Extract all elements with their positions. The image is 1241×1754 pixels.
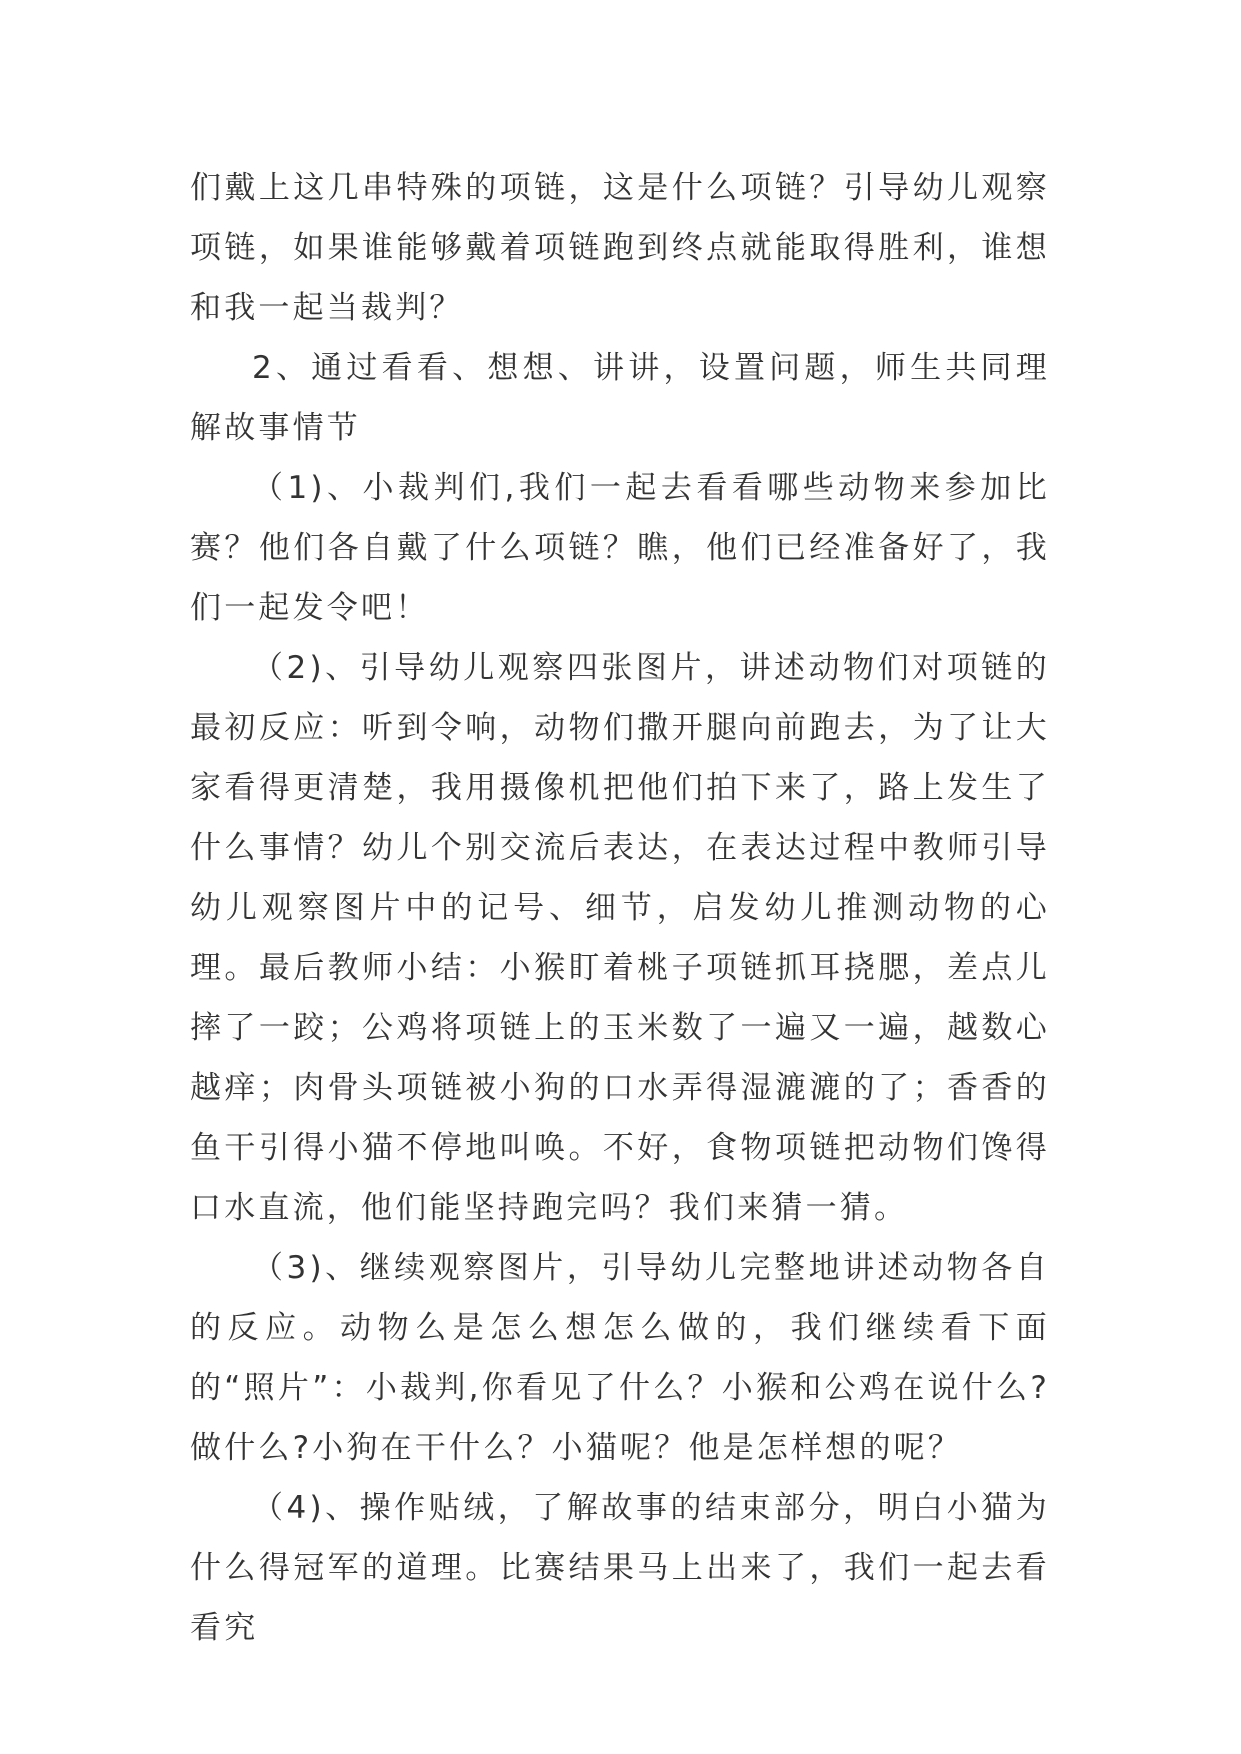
paragraph-continuation: 们戴上这几串特殊的项链，这是什么项链？引导幼儿观察项链，如果谁能够戴着项链跑到终点就能取得胜利，谁想和我一起当裁判？ xyxy=(190,170,1050,326)
paragraph-step-2: 2、通过看看、想想、讲讲，设置问题，师生共同理解故事情节 xyxy=(190,350,1050,446)
paragraph-step-2-4: （4)、操作贴绒，了解故事的结束部分，明白小猫为什么得冠军的道理。比赛结果马上出来了，我们一起去看看究 xyxy=(190,1490,1050,1646)
paragraph-step-2-3: （3)、继续观察图片，引导幼儿完整地讲述动物各自的反应。动物么是怎么想怎么做的，我们继续看下面的“照片”：小裁判,你看见了什么？小猴和公鸡在说什么?做什么?小狗在干什么？小猫呢？他是怎样想的呢？ xyxy=(190,1250,1050,1466)
paragraph-step-2-2: （2)、引导幼儿观察四张图片，讲述动物们对项链的最初反应：听到令响，动物们撒开腿向前跑去，为了让大家看得更清楚，我用摄像机把他们拍下来了，路上发生了什么事情？幼儿个别交流后表达，在表达过程中教师引导幼儿观察图片中的记号、细节，启发幼儿推测动物的心理。最后教师小结：小猴盯着桃子项链抓耳挠腮，差点儿摔了一跤；公鸡将项链上的玉米数了一遍又一遍，越数心越痒；肉骨头项链被小狗的口水弄得湿漉漉的了；香香的鱼干引得小猫不停地叫唤。不好，食物项链把动物们馋得口水直流，他们能坚持跑完吗？我们来猜一猜。 xyxy=(190,650,1050,1226)
paragraph-step-2-1: （1)、小裁判们,我们一起去看看哪些动物来参加比赛？他们各自戴了什么项链？瞧，他们已经准备好了，我们一起发令吧！ xyxy=(190,470,1050,626)
body-text xyxy=(190,158,1050,1658)
